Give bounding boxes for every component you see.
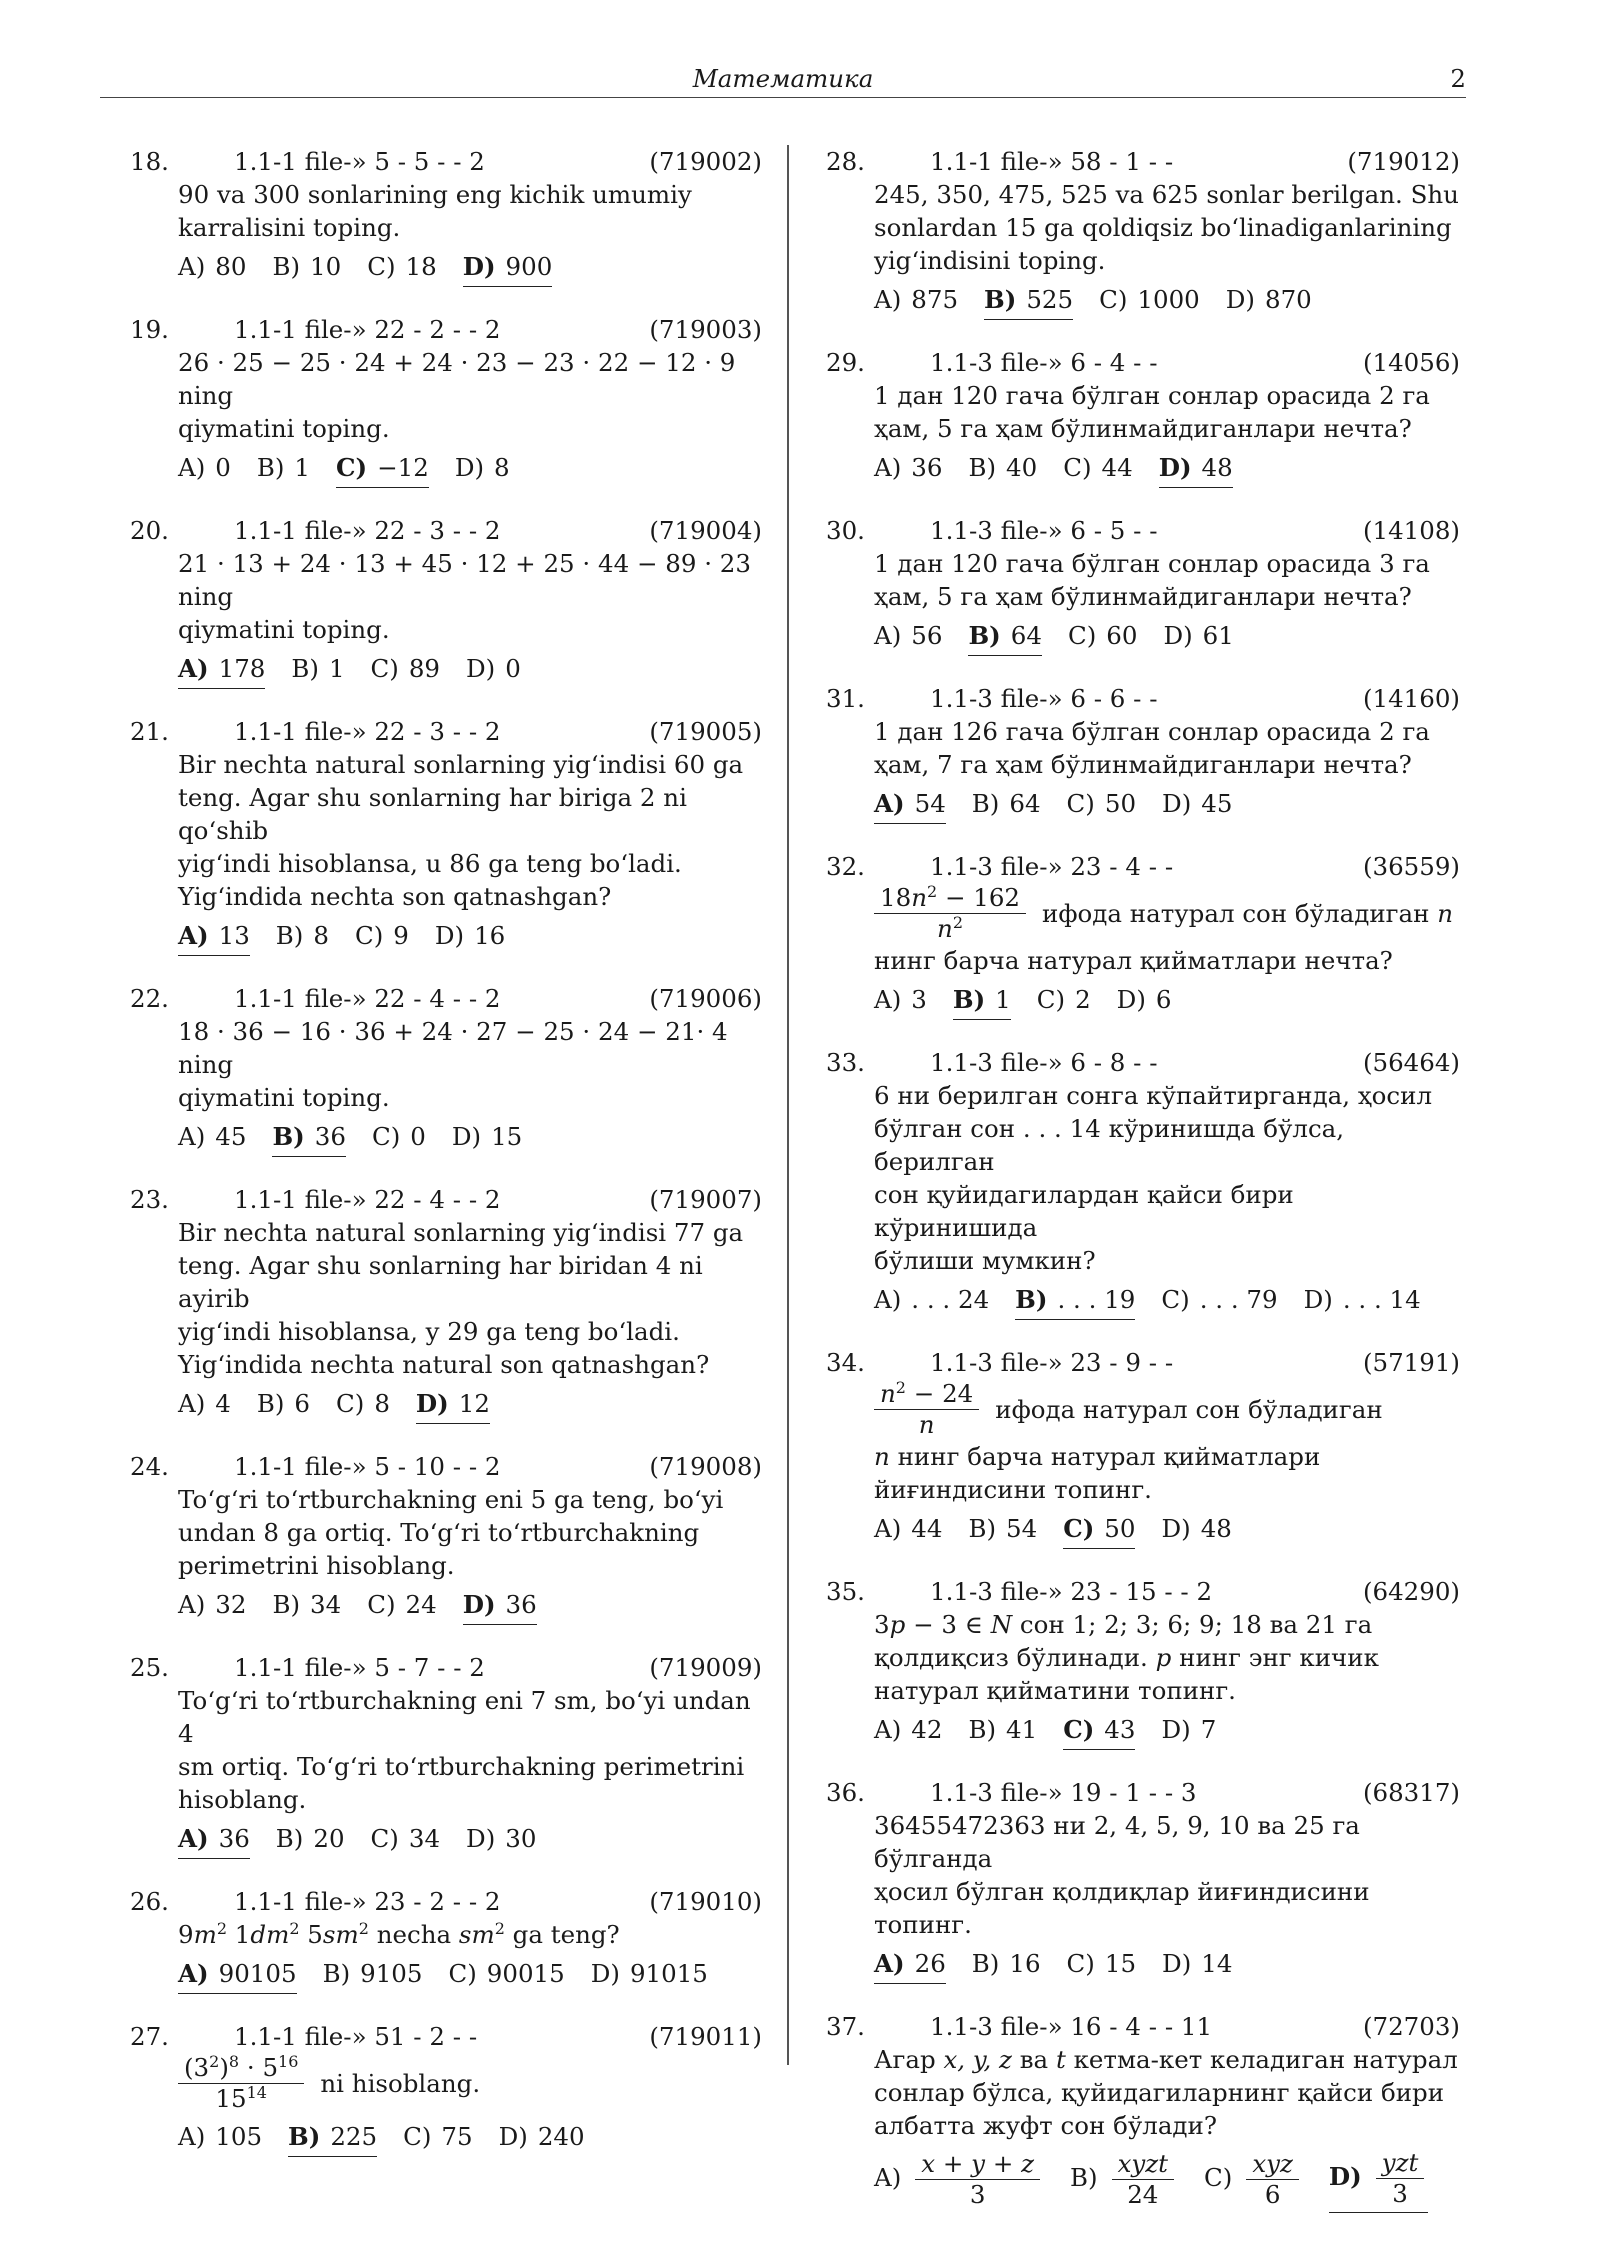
question-line: $9m^2$ $1dm^2$ $5sm^2$ necha $sm^2$ ga teng? <box>178 1918 620 1949</box>
question-line: teng. Agar shu sonlarning har biriga 2 ni qo‘shib <box>178 783 687 845</box>
question-code: (719008) <box>649 1452 762 1481</box>
answer-options <box>178 1387 762 1424</box>
answer-option-a-correct[interactable]: A) 13 <box>178 919 250 956</box>
question-text <box>178 1918 762 1951</box>
question-source: 1.1-3 file-» 23 - 9 - - <box>930 1348 1174 1377</box>
answer-option-a[interactable]: A) 36 <box>874 453 943 482</box>
answer-option-b-correct[interactable]: B) 525 <box>984 283 1073 320</box>
question-text <box>874 883 1460 977</box>
question-code: (719003) <box>649 315 762 344</box>
question-line: 26 · 25 − 25 · 24 + 24 · 23 − 23 · 22 − 12 · 9 ning <box>178 348 736 410</box>
question-code: (719006) <box>649 984 762 1013</box>
answer-option-c[interactable]: C) 24 <box>367 1590 437 1619</box>
answer-option-b[interactable]: B) 10 <box>272 252 342 281</box>
question-number: 31. <box>826 684 865 713</box>
question-code: (14108) <box>1362 516 1460 545</box>
right-column <box>826 145 1460 2239</box>
question-number: 25. <box>130 1653 169 1682</box>
question-text <box>178 346 762 445</box>
answer-option-b[interactable]: B) 41 <box>968 1715 1038 1744</box>
answer-option-a[interactable]: A) 4 <box>178 1389 231 1418</box>
question-number: 35. <box>826 1577 865 1606</box>
question-line: hisoblang. <box>178 1785 307 1814</box>
answer-options <box>178 652 762 689</box>
question-line: 3p − 3 ∈ N сон 1; 2; 3; 6; 9; 18 ва 21 га <box>874 1610 1373 1639</box>
question-number: 23. <box>130 1185 169 1214</box>
answer-option-b[interactable]: B) $\frac{\text{xyzt}}{24}$ <box>1070 2149 1178 2213</box>
question-number: 20. <box>130 516 169 545</box>
answer-option-c[interactable]: C) 8 <box>336 1389 390 1418</box>
answer-option-b[interactable]: B) 64 <box>971 789 1041 818</box>
answer-options <box>874 619 1460 656</box>
question-line: Yig‘indida nechta son qatnashgan? <box>178 882 612 911</box>
answer-options <box>178 919 762 956</box>
answer-option-c[interactable]: C) 15 <box>1066 1949 1137 1978</box>
question-text <box>874 547 1460 613</box>
answer-option-d[interactable]: D) 30 <box>466 1824 537 1853</box>
question-text <box>178 1216 762 1381</box>
answer-option-d[interactable]: D) 0 <box>466 654 521 683</box>
question-number: 36. <box>826 1778 865 1807</box>
answer-option-d[interactable]: D) 6 <box>1116 985 1172 1014</box>
fraction: $\frac{n^2 - 24}{n}$ <box>874 1379 979 1440</box>
question-text <box>178 2053 762 2114</box>
question-source: 1.1-3 file-» 23 - 15 - - 2 <box>930 1577 1213 1606</box>
question-line: qiymatini toping. <box>178 1083 390 1112</box>
question-code: (719011) <box>649 2022 762 2051</box>
answer-option-a-correct[interactable]: A) 26 <box>874 1947 946 1984</box>
question-30 <box>826 514 1460 656</box>
answer-option-c-correct[interactable]: C) 50 <box>1063 1512 1135 1549</box>
question-line: To‘g‘ri to‘rtburchakning eni 5 ga teng, bo‘yi <box>178 1485 724 1514</box>
question-34 <box>826 1346 1460 1549</box>
question-source: 1.1-1 file-» 22 - 4 - - 2 <box>234 984 501 1013</box>
question-line: To‘g‘ri to‘rtburchakning eni 7 sm, bo‘yi undan 4 <box>178 1686 751 1748</box>
question-source: 1.1-1 file-» 58 - 1 - - <box>930 147 1174 176</box>
question-text <box>178 748 762 913</box>
fraction: $\frac{18n^2 - 162}{n^2}$ <box>874 883 1026 944</box>
question-code: (64290) <box>1362 1577 1460 1606</box>
answer-options <box>874 283 1460 320</box>
question-line: бўлган сон . . . 14 кўринишда бўлса, берилган <box>874 1114 1345 1176</box>
answer-option-c[interactable]: C) . . . 79 <box>1161 1285 1278 1314</box>
formula-line <box>178 2053 762 2114</box>
answer-option-a-correct[interactable]: A) 178 <box>178 652 265 689</box>
question-24 <box>130 1450 762 1625</box>
answer-option-a[interactable]: A) 0 <box>178 453 231 482</box>
question-line: qiymatini toping. <box>178 414 390 443</box>
question-source: 1.1-1 file-» 51 - 2 - - <box>234 2022 478 2051</box>
question-source: 1.1-1 file-» 22 - 3 - - 2 <box>234 717 501 746</box>
question-text <box>178 1015 762 1114</box>
answer-option-d[interactable]: D) 48 <box>1161 1514 1232 1543</box>
question-source: 1.1-1 file-» 22 - 3 - - 2 <box>234 516 501 545</box>
question-line: ni hisoblang. <box>320 2069 481 2098</box>
question-code: (57191) <box>1362 1348 1460 1377</box>
question-source: 1.1-3 file-» 6 - 6 - - <box>930 684 1158 713</box>
question-line: 1 дан 120 гача бўлган сонлар орасида 2 га <box>874 381 1430 410</box>
question-source: 1.1-3 file-» 6 - 4 - - <box>930 348 1158 377</box>
question-code: (56464) <box>1362 1048 1460 1077</box>
answer-option-d[interactable]: D) 91015 <box>590 1959 708 1988</box>
answer-option-b[interactable]: B) 54 <box>968 1514 1038 1543</box>
question-number: 33. <box>826 1048 865 1077</box>
answer-option-a-correct[interactable]: A) 90105 <box>178 1957 297 1994</box>
answer-option-c[interactable]: C) 75 <box>403 2122 473 2151</box>
question-line: ҳам, 7 га ҳам бўлинмайдиганлари нечта? <box>874 750 1412 779</box>
answer-option-a-correct[interactable]: A) 54 <box>874 787 946 824</box>
question-number: 34. <box>826 1348 865 1377</box>
question-text <box>874 2043 1460 2142</box>
answer-option-b[interactable]: B) 34 <box>272 1590 342 1619</box>
question-source: 1.1-1 file-» 5 - 10 - - 2 <box>234 1452 501 1481</box>
page-number: 2 <box>1450 64 1466 93</box>
question-source: 1.1-1 file-» 23 - 2 - - 2 <box>234 1887 501 1916</box>
answer-option-c[interactable]: C) 2 <box>1036 985 1091 1014</box>
question-line: perimetrini hisoblang. <box>178 1551 455 1580</box>
answer-option-a[interactable]: A) 80 <box>178 252 247 281</box>
answer-options <box>874 1713 1460 1750</box>
question-18 <box>130 145 762 287</box>
question-line: yig‘indisini toping. <box>874 246 1106 275</box>
answer-options <box>874 983 1460 1020</box>
question-source: 1.1-3 file-» 6 - 8 - - <box>930 1048 1158 1077</box>
question-36 <box>826 1776 1460 1984</box>
question-number: 30. <box>826 516 865 545</box>
fraction: $\frac{(3^2)^8 \cdot 5^{16}}{15^{14}}$ <box>178 2053 304 2114</box>
question-code: (14056) <box>1362 348 1460 377</box>
question-27 <box>130 2020 762 2157</box>
question-number: 19. <box>130 315 169 344</box>
answer-option-c[interactable]: C) 18 <box>367 252 437 281</box>
answer-option-d[interactable]: D) 45 <box>1162 789 1233 818</box>
question-33 <box>826 1046 1460 1320</box>
answer-option-a[interactable]: A) 3 <box>874 985 927 1014</box>
answer-options <box>178 451 762 488</box>
left-column <box>130 145 762 2183</box>
question-line: бўлиши мумкин? <box>874 1246 1096 1275</box>
answer-option-d-correct[interactable]: D) 12 <box>416 1387 490 1424</box>
answer-option-d[interactable]: D) . . . 14 <box>1303 1285 1421 1314</box>
question-number: 29. <box>826 348 865 377</box>
question-line: 1 дан 126 гача бўлган сонлар орасида 2 га <box>874 717 1430 746</box>
question-line: Yig‘indida nechta natural son qatnashgan? <box>178 1350 710 1379</box>
answer-options <box>178 1822 762 1859</box>
answer-option-b[interactable]: B) 1 <box>291 654 345 683</box>
answer-option-d[interactable]: D) 14 <box>1162 1949 1233 1978</box>
question-number: 18. <box>130 147 169 176</box>
question-line: 18 · 36 − 16 · 36 + 24 · 27 − 25 · 24 − 21· 4 ning <box>178 1017 728 1079</box>
answer-option-c[interactable]: C) 90015 <box>448 1959 565 1988</box>
question-source: 1.1-1 file-» 5 - 7 - - 2 <box>234 1653 485 1682</box>
answer-option-d[interactable]: D) 240 <box>498 2122 585 2151</box>
question-code: (719007) <box>649 1185 762 1214</box>
answer-option-b[interactable]: B) 1 <box>256 453 311 482</box>
question-line: sonlardan 15 ga qoldiqsiz bo‘linadiganlarining <box>874 213 1452 242</box>
question-line: undan 8 ga ortiq. To‘g‘ri to‘rtburchakning <box>178 1518 700 1547</box>
answer-options <box>874 1512 1460 1549</box>
page-header <box>100 60 1466 98</box>
question-code: (719004) <box>649 516 762 545</box>
question-37 <box>826 2010 1460 2213</box>
answer-option-c[interactable]: C) 60 <box>1067 621 1138 650</box>
question-line: karralisini toping. <box>178 213 401 242</box>
question-code: (36559) <box>1362 852 1460 881</box>
answer-option-b-correct[interactable]: B) 64 <box>968 619 1042 656</box>
question-code: (72703) <box>1362 2012 1460 2041</box>
answer-option-b[interactable]: B) 8 <box>275 921 329 950</box>
answer-option-c[interactable]: C) $\frac{\text{xyz}}{6}$ <box>1204 2149 1303 2213</box>
question-code: (719009) <box>649 1653 762 1682</box>
answer-option-d[interactable]: D) 7 <box>1161 1715 1217 1744</box>
question-35 <box>826 1575 1460 1750</box>
question-line: sm ortiq. To‘g‘ri to‘rtburchakning perimetrini <box>178 1752 745 1781</box>
question-line: албатта жуфт сон бўлади? <box>874 2111 1217 2140</box>
answer-option-a[interactable]: A) 42 <box>874 1715 943 1744</box>
question-code: (719002) <box>649 147 762 176</box>
question-line: Агар x, y, z ва t кетма-кет келадиган натурал <box>874 2045 1458 2074</box>
question-text <box>874 379 1460 445</box>
question-32 <box>826 850 1460 1020</box>
answer-options <box>178 1120 762 1157</box>
question-25 <box>130 1651 762 1859</box>
question-text <box>874 1608 1460 1707</box>
question-number: 22. <box>130 984 169 1013</box>
question-29 <box>826 346 1460 488</box>
question-line: нинг барча натурал қийматлари нечта? <box>874 946 1393 975</box>
question-text <box>874 1379 1460 1506</box>
question-text <box>874 1079 1460 1277</box>
question-text <box>178 1684 762 1816</box>
answer-option-b[interactable]: B) 20 <box>275 1824 345 1853</box>
answer-option-b[interactable]: B) 9105 <box>322 1959 423 1988</box>
column-divider <box>787 145 789 2065</box>
formula-line: $\frac{18n^2 - 162}{n^2}$ ифода натурал сон бўладиган n <box>874 883 1460 944</box>
question-26 <box>130 1885 762 1994</box>
answer-option-d[interactable]: D) 16 <box>434 921 506 950</box>
answer-options <box>178 2120 762 2157</box>
question-28 <box>826 145 1460 320</box>
answer-option-c-correct[interactable]: C) 43 <box>1063 1713 1135 1750</box>
question-line: сон қуйидагилардан қайси бири кўринишида <box>874 1180 1294 1242</box>
answer-option-b[interactable]: B) 40 <box>968 453 1038 482</box>
question-text <box>874 715 1460 781</box>
answer-option-c[interactable]: C) 0 <box>371 1122 426 1151</box>
question-code: (719012) <box>1347 147 1460 176</box>
question-source: 1.1-1 file-» 5 - 5 - - 2 <box>234 147 485 176</box>
answer-option-a[interactable]: A) . . . 24 <box>874 1285 990 1314</box>
question-line: сонлар бўлса, қуйидагиларнинг қайси бири <box>874 2078 1445 2107</box>
answer-option-a[interactable]: A) 44 <box>874 1514 943 1543</box>
question-text <box>874 1809 1460 1941</box>
answer-options <box>178 250 762 287</box>
answer-option-d-correct[interactable]: D) 48 <box>1159 451 1233 488</box>
question-number: 32. <box>826 852 865 881</box>
question-line: Bir nechta natural sonlarning yig‘indisi 77 ga <box>178 1218 744 1247</box>
question-31 <box>826 682 1460 824</box>
answer-options <box>874 787 1460 824</box>
answer-option-c[interactable]: C) 9 <box>354 921 409 950</box>
question-text <box>874 178 1460 277</box>
answer-options <box>874 2148 1460 2213</box>
question-line: натурал қийматини топинг. <box>874 1676 1236 1705</box>
question-code: (14160) <box>1362 684 1460 713</box>
question-19 <box>130 313 762 488</box>
question-code: (68317) <box>1362 1778 1460 1807</box>
answer-option-a[interactable]: A) 105 <box>178 2122 263 2151</box>
answer-option-d[interactable]: D) 8 <box>454 453 510 482</box>
question-line: yig‘indi hisoblansa, u 86 ga teng bo‘ladi. <box>178 849 682 878</box>
answer-option-d[interactable]: D) 870 <box>1225 285 1312 314</box>
formula-line <box>874 1379 1460 1440</box>
question-code: (719005) <box>649 717 762 746</box>
answer-option-a-correct[interactable]: A) 36 <box>178 1822 250 1859</box>
question-line: 6 ни берилган сонга кўпайтирганда, ҳосил <box>874 1081 1433 1110</box>
question-line: ҳам, 5 га ҳам бўлинмайдиганлари нечта? <box>874 582 1412 611</box>
answer-option-a[interactable]: A) 875 <box>874 285 959 314</box>
question-line: 21 · 13 + 24 · 13 + 45 · 12 + 25 · 44 − 89 · 23 ning <box>178 549 751 611</box>
question-source: 1.1-3 file-» 19 - 1 - - 3 <box>930 1778 1197 1807</box>
answer-options <box>178 1588 762 1625</box>
answer-option-d-correct[interactable]: D) 900 <box>463 250 553 287</box>
question-line: 90 va 300 sonlarining eng kichik umumiy <box>178 180 692 209</box>
question-line: qiymatini toping. <box>178 615 390 644</box>
question-number: 27. <box>130 2022 169 2051</box>
question-22 <box>130 982 762 1157</box>
answer-option-c[interactable]: C) 89 <box>370 654 441 683</box>
question-line: ҳосил бўлган қолдиқлар йиғиндисини топинг. <box>874 1877 1370 1939</box>
question-line: 245, 350, 475, 525 va 625 sonlar berilgan. Shu <box>874 180 1459 209</box>
question-line: 36455472363 ни 2, 4, 5, 9, 10 ва 25 га бўлганда <box>874 1811 1360 1873</box>
question-line: ҳам, 5 га ҳам бўлинмайдиганлари нечта? <box>874 414 1412 443</box>
answer-option-b[interactable]: B) 6 <box>256 1389 311 1418</box>
question-text <box>178 1483 762 1582</box>
answer-option-b[interactable]: B) 16 <box>971 1949 1041 1978</box>
question-number: 26. <box>130 1887 169 1916</box>
answer-option-a[interactable]: A) $\frac{x + y + z}{3}$ <box>874 2149 1044 2213</box>
answer-option-c-correct[interactable]: C) −12 <box>336 451 429 488</box>
answer-option-c[interactable]: C) 44 <box>1063 453 1133 482</box>
answer-option-a[interactable]: A) 32 <box>178 1590 247 1619</box>
answer-option-b-correct[interactable]: B) 36 <box>272 1120 346 1157</box>
answer-options <box>874 1947 1460 1984</box>
answer-options <box>178 1957 762 1994</box>
answer-option-d[interactable]: D) 15 <box>451 1122 523 1151</box>
question-line: йиғиндисини топинг. <box>874 1475 1152 1504</box>
question-text <box>178 547 762 646</box>
question-source: 1.1-3 file-» 6 - 5 - - <box>930 516 1158 545</box>
answer-option-a[interactable]: A) 56 <box>874 621 943 650</box>
question-line: ифода натурал сон бўладиган <box>1042 899 1430 928</box>
answer-option-b-correct[interactable]: B) 1 <box>953 983 1011 1020</box>
answer-option-d[interactable]: D) 61 <box>1163 621 1234 650</box>
question-line: yig‘indi hisoblansa, y 29 ga teng bo‘ladi. <box>178 1317 680 1346</box>
answer-options <box>874 451 1460 488</box>
page-title: Математика <box>692 64 874 93</box>
question-line: teng. Agar shu sonlarning har biridan 4 ni ayirib <box>178 1251 703 1313</box>
question-number: 21. <box>130 717 169 746</box>
answer-option-c[interactable]: C) 50 <box>1066 789 1137 818</box>
question-number: 24. <box>130 1452 169 1481</box>
answer-option-d-correct[interactable]: D) $\frac{\text{yzt}}{3}$ <box>1329 2148 1428 2213</box>
answer-options <box>874 1283 1460 1320</box>
question-source: 1.1-1 file-» 22 - 4 - - 2 <box>234 1185 501 1214</box>
answer-option-c[interactable]: C) 34 <box>370 1824 441 1853</box>
answer-option-b-correct[interactable]: B) 225 <box>288 2120 377 2157</box>
answer-option-c[interactable]: C) 1000 <box>1099 285 1200 314</box>
question-number: 28. <box>826 147 865 176</box>
answer-option-a[interactable]: A) 45 <box>178 1122 247 1151</box>
answer-option-b-correct[interactable]: B) . . . 19 <box>1015 1283 1135 1320</box>
question-source: 1.1-1 file-» 22 - 2 - - 2 <box>234 315 501 344</box>
question-line: 1 дан 120 гача бўлган сонлар орасида 3 га <box>874 549 1430 578</box>
question-line: Bir nechta natural sonlarning yig‘indisi 60 ga <box>178 750 744 779</box>
question-text <box>178 178 762 244</box>
question-line: ифода натурал сон бўладиган <box>995 1395 1383 1424</box>
question-21 <box>130 715 762 956</box>
answer-option-d-correct[interactable]: D) 36 <box>463 1588 537 1625</box>
question-23 <box>130 1183 762 1424</box>
question-source: 1.1-3 file-» 23 - 4 - - <box>930 852 1174 881</box>
question-20 <box>130 514 762 689</box>
question-line: n нинг барча натурал қийматлари <box>874 1442 1321 1471</box>
question-source: 1.1-3 file-» 16 - 4 - - 11 <box>930 2012 1213 2041</box>
question-number: 37. <box>826 2012 865 2041</box>
question-line: қолдиқсиз бўлинади. p нинг энг кичик <box>874 1643 1379 1672</box>
question-code: (719010) <box>649 1887 762 1916</box>
